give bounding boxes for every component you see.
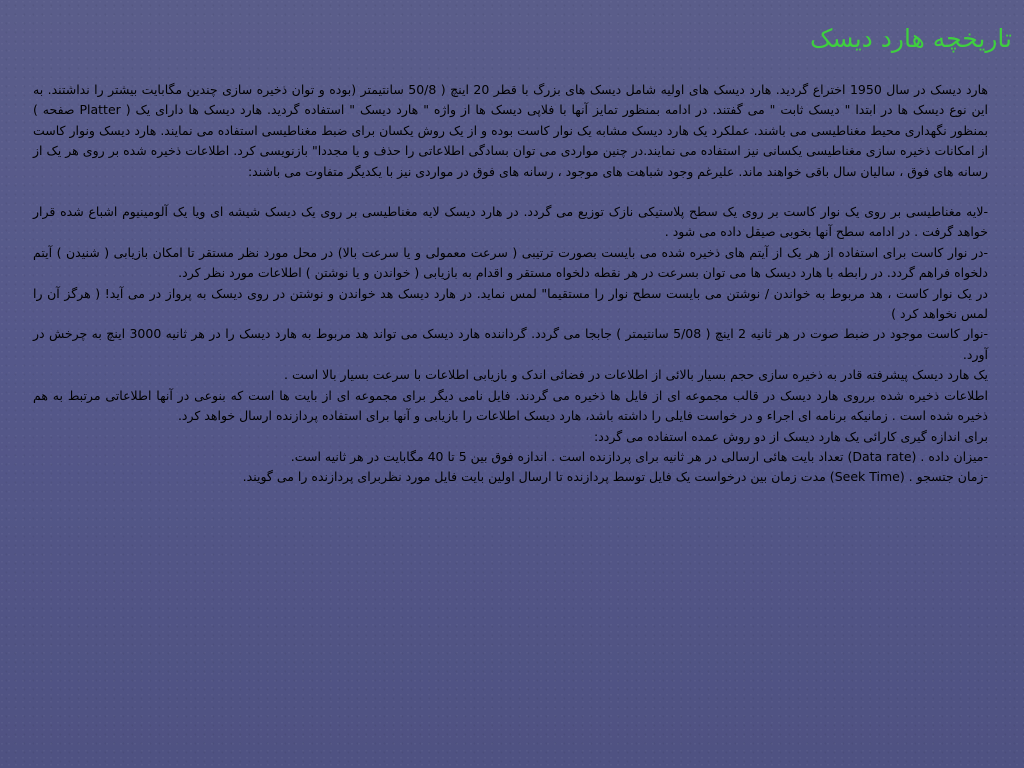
paragraph-magnetic-layer: -لایه مغناطیسی بر روی یک نوار کاست بر روی یک سطح پلاستیکی نازک توزیع می گردد. در هارد دیسک لایه مغناطیسی بر روی یک دیسک شیشه ای ویا یک آلومینیوم اشباع شده قرار خواهد گرفت . در ادامه سطح آنها بخوبی صیقل داده می شود .	[33, 204, 988, 240]
paragraph-speed: -نوار کاست موجود در ضبط صوت در هر ثانیه 2 اینچ ( 5/08 سانتیمتر ) جابجا می گردد. گرداننده هارد دیسک می تواند هد مربوط به هارد دیسک را در هر ثانیه 3000 اینچ به چرخش در آورد.	[33, 326, 989, 362]
paragraph-sequential-access: -در نوار کاست برای استفاده از هر یک از آیتم های ذخیره شده می بایست بصورت ترتیبی ( سرعت معمولی و یا سرعت بالا) در محل مورد نظر مستقر تا امکان بازیابی ( شنیدن ) آیتم دلخواه فراهم گردد. در رابطه با هارد دیسک ها می توان بسرعت در هر نقطه دلخواه مستقر و اقدام به بازیابی ( خواندن و یا نوشتن ) اطلاعات مورد نظر کرد.	[33, 244, 988, 281]
paragraph-seek-time: -زمان جتسجو . (Seek Time) مدت زمان بین درخواست یک فایل توسط پردازنده تا ارسال اولین بایت فایل مورد نظربرای پردازنده را می گویند.	[242, 469, 988, 485]
paragraph-data-rate: -میزان داده . (Data rate) تعداد بایت هائی ارسالی در هر ثانیه برای پردازنده است . اندازه فوق بین 5 تا 40 مگابایت در هر ثانیه است.	[290, 448, 988, 464]
paragraph-read-write-head: در یک نوار کاست ، هد مربوط به خواندن / نوشتن می بایست سطح نوار را مستقیما" لمس نماید. در هارد دیسک هد خواندن و نوشتن در روی دیسک به پرواز در می آید! ( هرگز آن را لمس نخواهد کرد )	[33, 285, 988, 322]
paragraph-gap	[33, 182, 988, 202]
slide-body	[33, 80, 988, 488]
paragraph-performance-intro: برای اندازه گیری کارائی یک هارد دیسک از دو روش عمده استفاده می گردد:	[594, 428, 988, 444]
slide-title: تاریخچه هارد دیسک	[810, 24, 1012, 53]
paragraph-files: اطلاعات ذخیره شده برروی هارد دیسک در قالب مجموعه ای از فایل ها ذخیره می گردند. فایل نامی دیگر برای مجموعه ای از بایت ها است که بنوعی در آنها اطلاعاتی مرتبط به هم ذخیره شده است . زمانیکه برنامه ای اجراء و در خواست فایلی را داشته باشد، هارد دیسک اطلاعات را بازیابی و آنها برای استفاده پردازنده ارسال خواهد کرد.	[33, 387, 988, 424]
paragraph-advanced-disk: یک هارد دیسک پیشرفته قادر به ذخیره سازی حجم بسیار بالائی از اطلاعات در فضائی اندک و بازیابی اطلاعات با سرعت بسیار بالا است .	[284, 367, 988, 383]
intro-paragraph: هارد دیسک در سال 1950 اختراع گردید. هارد دیسک های اولیه شامل دیسک های بزرگ با قطر 20 اینچ ( 50/8 سانتیمتر (بوده و توان ذخیره سازی چندین مگابایت بیشتر را نداشتند. به این نوع دیسک ها در ابتدا " دیسک ثابت " می گفتند. در ادامه بمنظور تمایز آنها با فلاپی دیسک ها از واژه " هارد دیسک " استفاده گردید. هارد دیسک ها دارای یک ( Platter صفحه ) بمنظور نگهداری محیط مغناطیسی می باشند. عملکرد یک هارد دیسک مشابه یک نوار کاست بوده و از یک روش یکسان برای ضبط مغناطیسی استفاده می نمایند. هارد دیسک ونوار کاست از امکانات ذخیره سازی مغناطیسی یکسانی نیز استفاده می نمایند.در چنین مواردی می توان بسادگی اطلاعاتی را حذف و یا مجددا" بازنویسی کرد. اطلاعات ذخیره شده بر روی هر یک از رسانه های فوق ، سالیان سال باقی خواهند ماند. علیرغم وجود شباهت های موجود ، رسانه های فوق در مواردی نیز با یکدیگر متفاوت می باشند:	[33, 82, 989, 179]
